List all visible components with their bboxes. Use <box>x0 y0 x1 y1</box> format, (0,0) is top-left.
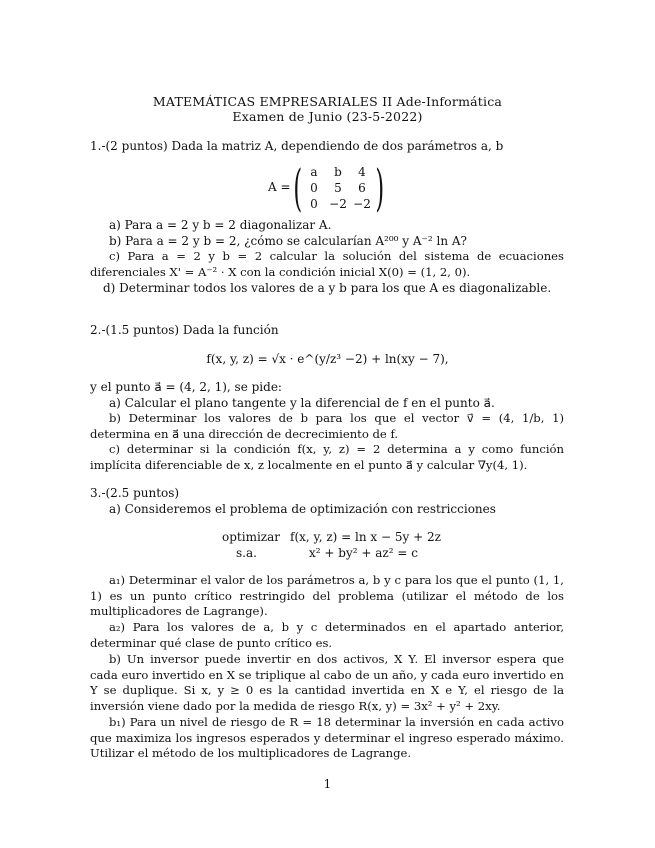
matrix-row <box>302 196 374 212</box>
q3-part-a2: a₂) Para los valores de a, b y c determinados en el apartado anterior, determinar qué clase de punto crítico es. <box>90 620 564 650</box>
q1-part-d: d) Determinar todos los valores de a y b para los que A es diagonalizable. <box>103 281 552 295</box>
q1-part-c: c) Para a = 2 y b = 2 calcular la solución del sistema de ecuaciones diferenciales X' = A⁻² · X con la condición inicial X(0) = (1, 2, 0). <box>90 249 564 279</box>
matrix-cell: a <box>310 165 318 179</box>
q3-part-b1: b₁) Para un nivel de riesgo de R = 18 determinar la inversión en cada activo que maximiza los ingresos esperados y determinar el ingreso esperado máximo. Utilizar el método de los multiplicadores de Lagrange. <box>90 715 564 760</box>
q2-part-a: a) Calcular el plano tangente y la diferencial de f en el punto a⃗. <box>109 396 495 410</box>
matrix-left-paren: ( <box>293 159 303 217</box>
q1-intro: 1.-(2 puntos) Dada la matriz A, dependiendo de dos parámetros a, b <box>90 139 504 153</box>
q3-part-b: b) Un inversor puede invertir en dos activos, X Y. El inversor espera que cada euro invertido en X se triplique al cabo de un año, y cada euro invertido en Y se duplique. Si x, y ≥ 0 es la cantidad invertida en X e Y, el riesgo de la inversión viene dado por la medida de riesgo R(x, y) = 3x² + y² + 2xy. <box>90 652 564 713</box>
q2-formula: f(x, y, z) = √x · e^(y/z³ −2) + ln(xy − 7), <box>206 352 449 366</box>
constraint-expression: x² + by² + az² = c <box>309 546 418 560</box>
matrix-cell: 4 <box>358 165 366 179</box>
matrix-A <box>302 164 374 212</box>
q1-part-b: b) Para a = 2 y b = 2, ¿cómo se calcularían A²⁰⁰ y A⁻² ln A? <box>109 234 467 248</box>
q2-part-b: b) Determinar los valores de b para los que el vector v⃗ = (4, 1/b, 1) determina en a⃗ una dirección de decrecimiento de f. <box>90 411 564 441</box>
matrix-cell: 6 <box>358 181 366 195</box>
matrix-cell: 5 <box>334 181 342 195</box>
matrix-cell: b <box>334 165 342 179</box>
matrix-cell: 0 <box>310 197 318 211</box>
matrix-label: A = <box>268 180 291 194</box>
opt-label: optimizar <box>222 530 280 544</box>
q1-part-a: a) Para a = 2 y b = 2 diagonalizar A. <box>109 218 332 232</box>
matrix-cell: −2 <box>353 197 371 211</box>
exam-subtitle: Examen de Junio (23-5-2022) <box>232 109 423 124</box>
constraint-label: s.a. <box>236 546 257 560</box>
q3-intro: 3.-(2.5 puntos) <box>90 486 180 500</box>
q2-intro: 2.-(1.5 puntos) Dada la función <box>90 323 279 337</box>
matrix-row <box>302 180 374 196</box>
q2-part-c: c) determinar si la condición f(x, y, z) = 2 determina a y como función implícita diferenciable de x, z localmente en el punto a⃗ y calcular ∇y(4, 1). <box>90 442 564 472</box>
matrix-row <box>302 164 374 180</box>
matrix-right-paren: ) <box>375 159 385 217</box>
matrix-cell: 0 <box>310 181 318 195</box>
q3-part-a1: a₁) Determinar el valor de los parámetros a, b y c para los que el punto (1, 1, 1) es un punto crítico restringido del problema (utilizar el método de los multiplicadores de Lagrange). <box>90 573 564 618</box>
matrix-cell: −2 <box>329 197 347 211</box>
q3-part-a: a) Consideremos el problema de optimización con restricciones <box>109 502 496 516</box>
page-number: 1 <box>323 777 332 791</box>
q2-point: y el punto a⃗ = (4, 2, 1), se pide: <box>90 380 282 394</box>
opt-expression: f(x, y, z) = ln x − 5y + 2z <box>290 530 441 544</box>
exam-title: MATEMÁTICAS EMPRESARIALES II Ade-Informática <box>152 94 503 109</box>
